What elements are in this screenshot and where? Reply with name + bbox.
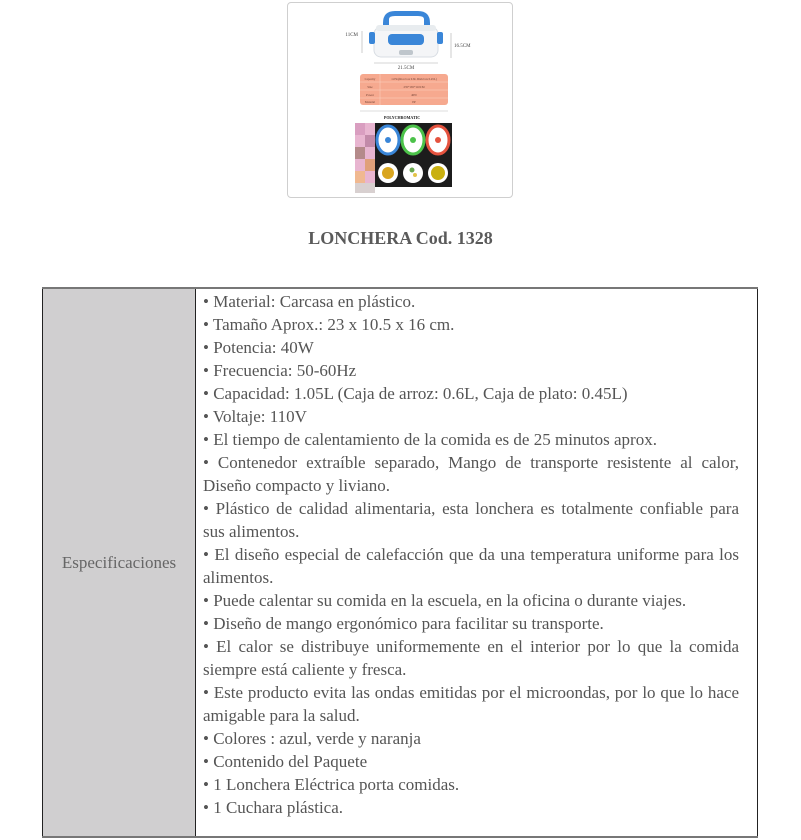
svg-text:Capacity: Capacity (364, 77, 376, 81)
svg-text:Material: Material (364, 100, 376, 104)
product-image-frame[interactable] (287, 2, 513, 198)
spec-item: • El calor se distribuye uniformemente en el interior por lo que la comida siempre está caliente y fresca. (203, 637, 739, 679)
image-spec-table (360, 74, 448, 111)
product-image (288, 3, 512, 197)
dimension-depth-label: 16.5CM (454, 44, 471, 49)
dimension-width-label: 21.5CM (397, 66, 415, 71)
spec-item: • Potencia: 40W (203, 338, 314, 357)
spec-item: • Diseño de mango ergonómico para facilitar su transporte. (203, 614, 604, 633)
spec-item: • Contenido del Paquete (203, 752, 368, 771)
spec-item: • Tamaño Aprox.: 23 x 10.5 x 16 cm. (203, 315, 455, 334)
spec-item: • Material: Carcasa en plástico. (203, 292, 416, 311)
spec-item: • Capacidad: 1.05L (Caja de arroz: 0.6L, Caja de plato: 0.45L) (203, 384, 628, 403)
spec-item: • 1 Cuchara plástica. (203, 798, 344, 817)
polychromatic-banner: POLYCHROMATIC (383, 115, 421, 120)
spec-item: • 1 Lonchera Eléctrica porta comidas. (203, 775, 460, 794)
spec-item: • El diseño especial de calefacción que da una temperatura uniforme para los alimentos. (203, 545, 739, 587)
svg-text:1.05L(Rice box 0.6L Dish box 0: 1.05L(Rice box 0.6L Dish box 0.45L) (391, 77, 437, 81)
spec-item: • Colores : azul, verde y naranja (203, 729, 421, 748)
dimension-height-label: 11CM (345, 33, 358, 38)
spec-item: • Frecuencia: 50-60Hz (203, 361, 357, 380)
spec-item: • Plástico de calidad alimentaria, esta lonchera es totalmente confiable para sus alimentos. (203, 499, 739, 541)
specifications-label: Especificaciones (43, 288, 196, 837)
spec-item: • Contenedor extraíble separado, Mango de transporte resistente al calor, Diseño compacto y liviano. (203, 453, 739, 495)
spec-item: • Voltaje: 110V (203, 407, 307, 426)
color-variants-photo (355, 123, 452, 193)
specifications-table (42, 287, 758, 838)
svg-text:PP: PP (412, 100, 416, 104)
product-title: LONCHERA Cod. 1328 (308, 228, 493, 248)
svg-text:Size: Size (367, 85, 373, 89)
svg-text:40W: 40W (411, 93, 417, 97)
specifications-values (196, 288, 758, 837)
spec-item: • Puede calentar su comida en la escuela, en la oficina o durante viajes. (203, 591, 687, 610)
table-row (43, 288, 758, 837)
svg-text:235*165*110CM: 235*165*110CM (403, 85, 425, 89)
spec-item: • Este producto evita las ondas emitidas por el microondas, por lo que lo hace amigable para la salud. (203, 683, 739, 725)
spec-item: • El tiempo de calentamiento de la comida es de 25 minutos aprox. (203, 430, 657, 449)
svg-text:Power: Power (366, 93, 374, 97)
lunchbox-illustration (345, 11, 471, 71)
